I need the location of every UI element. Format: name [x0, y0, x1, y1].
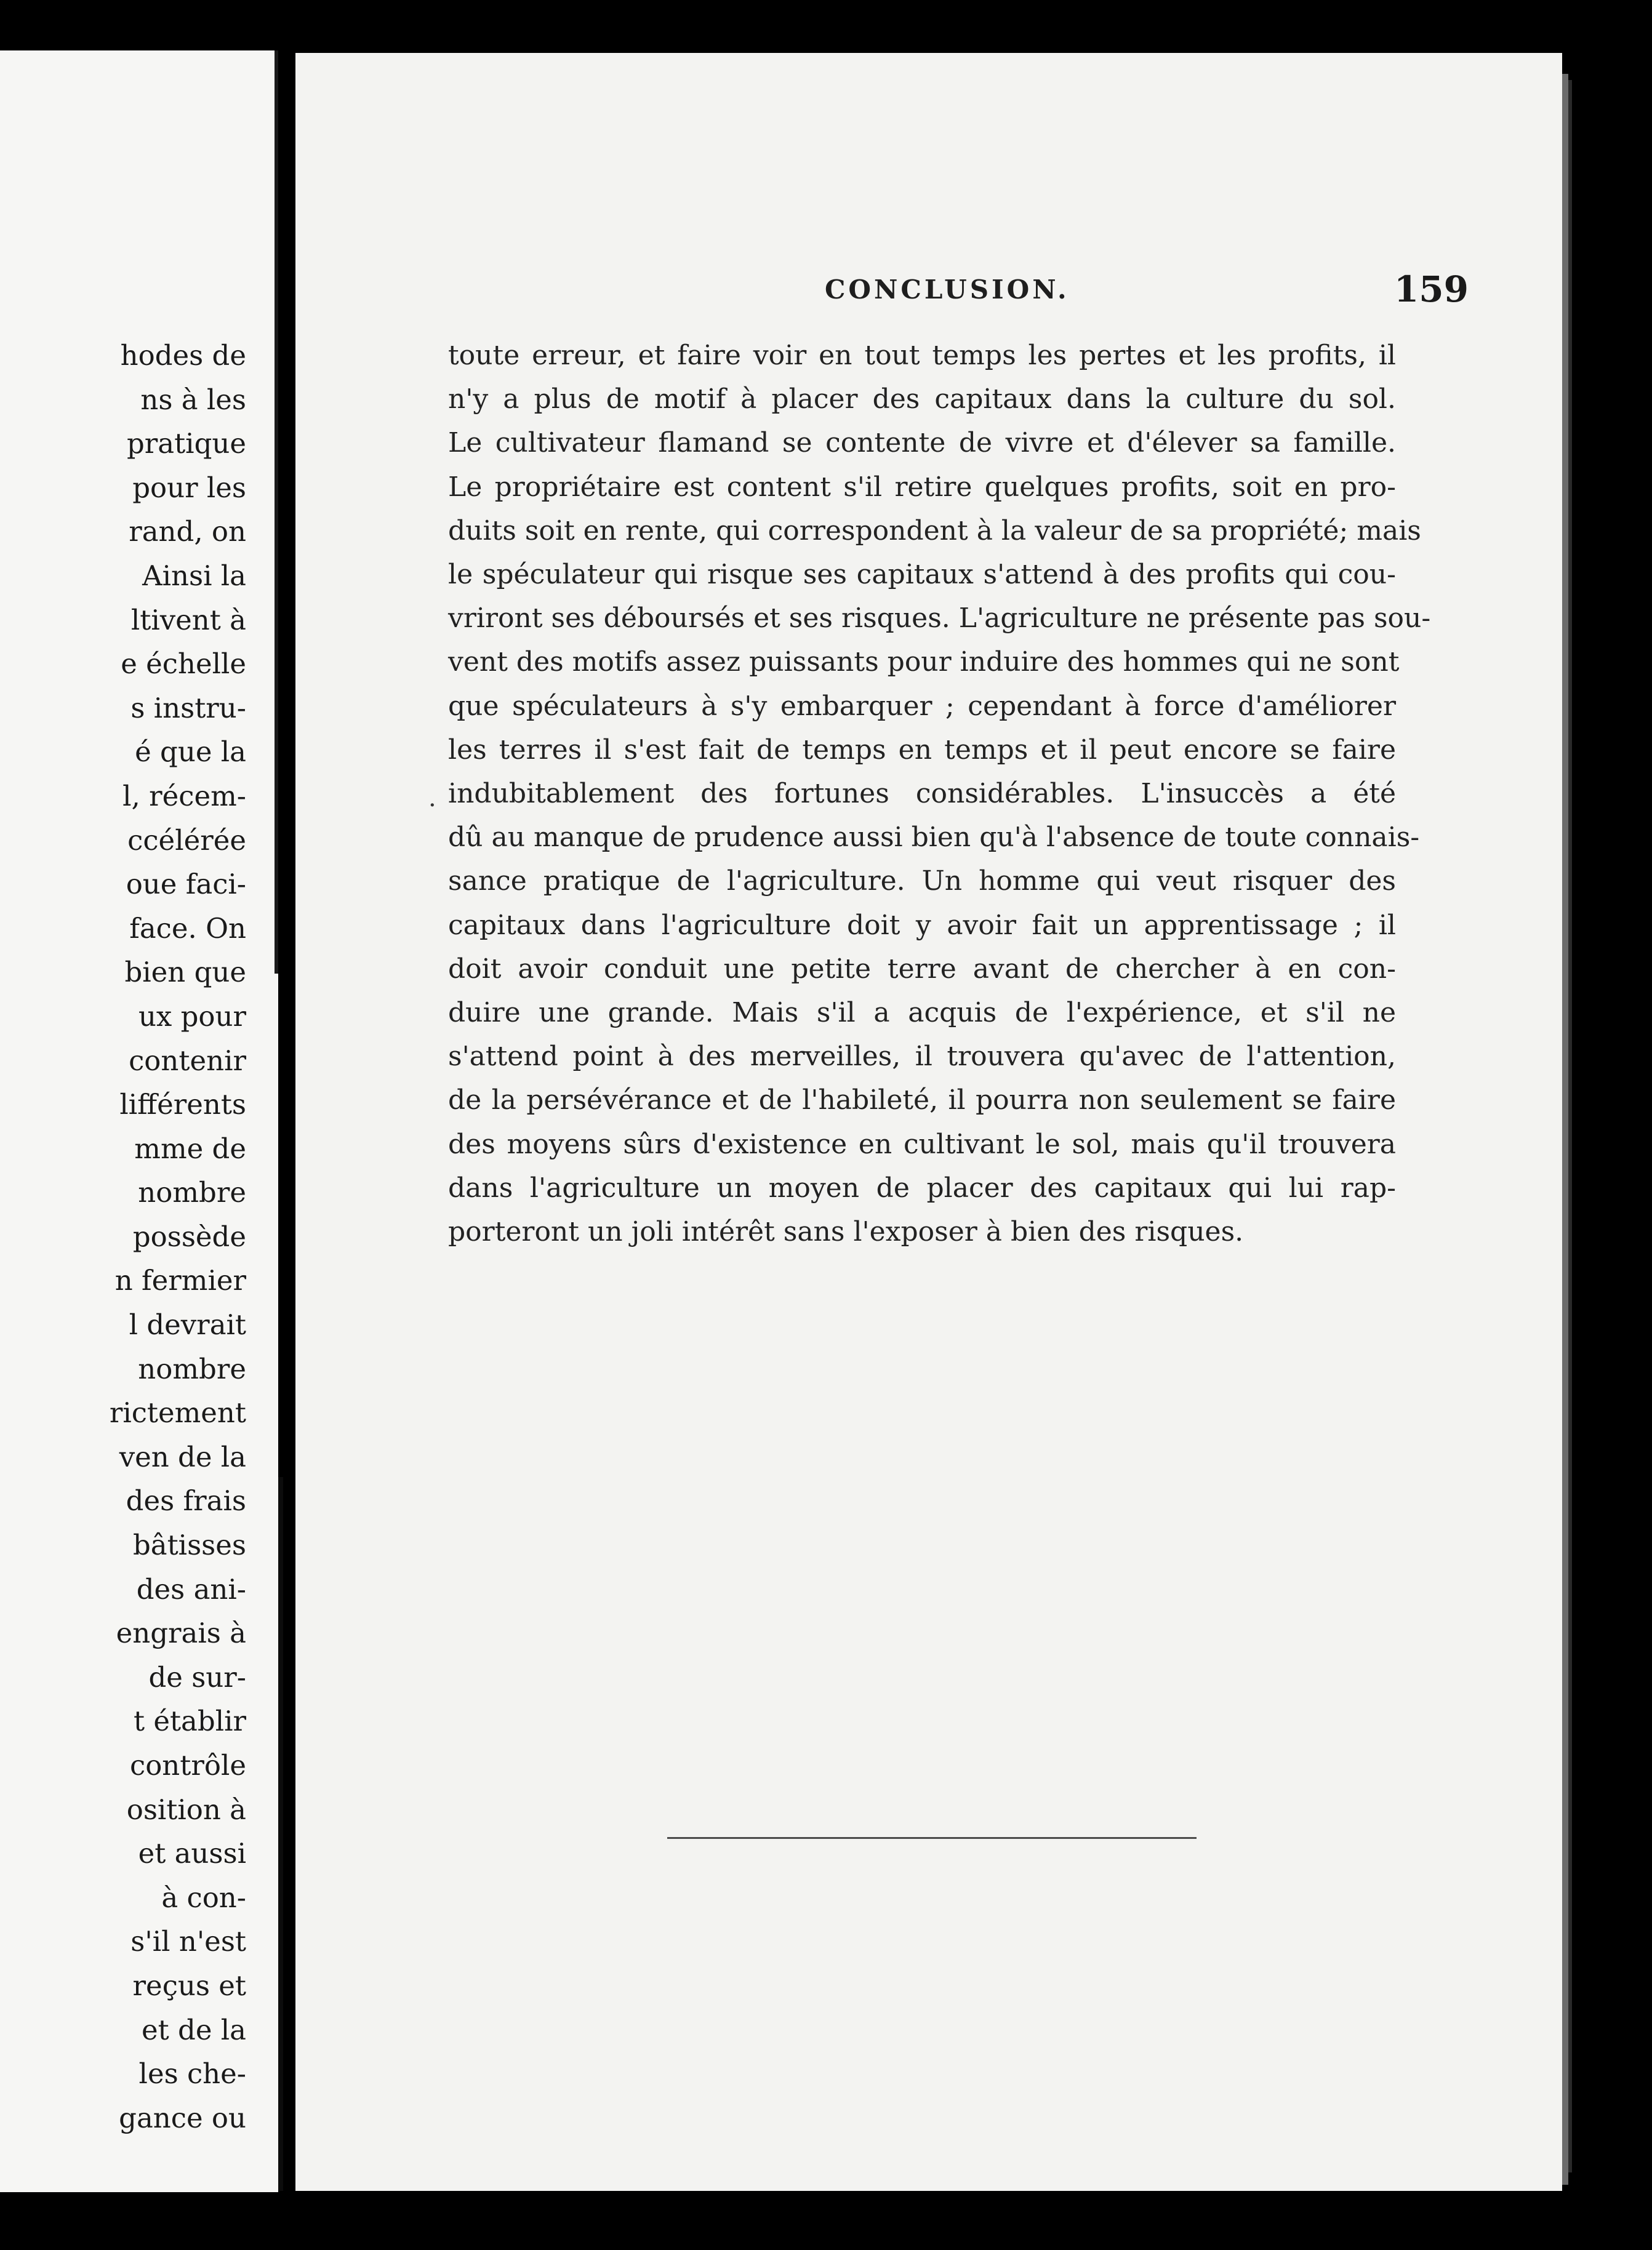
- page-number: 159: [1393, 268, 1469, 310]
- left-page-line: ven de la: [119, 1440, 246, 1473]
- end-rule: [667, 1837, 1197, 1839]
- text-line: Le cultivateur flamand se contente de vivre et d'élever sa famille.: [448, 427, 1396, 459]
- text-line: s'attend point à des merveilles, il trouvera qu'avec de l'attention,: [448, 1041, 1396, 1073]
- left-page-line: oue faci-: [126, 868, 246, 901]
- text-line: de la persévérance et de l'habileté, il pourra non seulement se faire: [448, 1084, 1396, 1116]
- left-page-line: ns à les: [140, 383, 246, 416]
- left-page-line: possède: [132, 1220, 246, 1253]
- left-page-line: hodes de: [120, 339, 246, 372]
- text-line: duits soit en rente, qui correspondent à la valeur de sa propriété; mais: [448, 514, 1421, 546]
- left-page-line: contrôle: [130, 1749, 246, 1782]
- left-page-line: bâtisses: [132, 1529, 246, 1562]
- left-page-line: e échelle: [121, 647, 246, 681]
- left-page-line: Ainsi la: [142, 559, 246, 592]
- left-page-line: nombre: [138, 1176, 246, 1209]
- left-page-line: lifférents: [119, 1088, 246, 1121]
- text-line: dû au manque de prudence aussi bien qu'à l'absence de toute connais-: [448, 822, 1420, 854]
- left-page-line: et de la: [142, 2013, 246, 2046]
- left-page-line: é que la: [135, 735, 246, 769]
- text-line: Le propriétaire est content s'il retire quelques profits, soit en pro-: [448, 471, 1396, 503]
- text-line: toute erreur, et faire voir en tout temps les pertes et les profits, il: [448, 340, 1396, 371]
- running-head: CONCLUSION.: [825, 274, 1070, 305]
- left-page-line: bien que: [124, 956, 246, 989]
- text-line: porteront un joli intérêt sans l'exposer à bien des risques.: [448, 1216, 1244, 1248]
- text-line: le spéculateur qui risque ses capitaux s'attend à des profits qui cou-: [448, 559, 1396, 591]
- left-page-line: reçus et: [132, 1969, 246, 2002]
- right-page: [295, 53, 1562, 2191]
- text-line: des moyens sûrs d'existence en cultivant le sol, mais qu'il trouvera: [448, 1128, 1396, 1160]
- left-page-line: mme de: [134, 1132, 246, 1165]
- gutter-mark-bottom: [278, 1477, 283, 2191]
- left-page-line: contenir: [129, 1044, 246, 1077]
- left-page-line: l devrait: [129, 1308, 246, 1342]
- page-edge-shadow: [1562, 74, 1568, 2185]
- body-text: [448, 334, 1431, 1254]
- left-page-line: gance ou: [119, 2101, 246, 2134]
- left-page-line: s'il n'est: [130, 1925, 246, 1958]
- text-line: les terres il s'est fait de temps en temps et il peut encore se faire: [448, 734, 1396, 766]
- left-page-line: osition à: [126, 1793, 246, 1826]
- margin-bullet: ·: [428, 791, 436, 820]
- text-line: que spéculateurs à s'y embarquer ; cependant à force d'améliorer: [448, 690, 1396, 722]
- text-line: n'y a plus de motif à placer des capitaux dans la culture du sol.: [448, 383, 1396, 415]
- text-line: dans l'agriculture un moyen de placer des capitaux qui lui rap-: [448, 1172, 1396, 1204]
- left-page-line: engrais à: [116, 1617, 246, 1650]
- text-line: sance pratique de l'agriculture. Un homme qui veut risquer des: [448, 865, 1396, 897]
- left-page-line: de sur-: [148, 1660, 246, 1694]
- left-page-line: pour les: [132, 471, 246, 504]
- text-line: vent des motifs assez puissants pour induire des hommes qui ne sont: [448, 646, 1400, 678]
- text-line: doit avoir conduit une petite terre avant de chercher à en con-: [448, 953, 1396, 985]
- left-page-line: à con-: [161, 1881, 246, 1914]
- left-page-line: ltivent à: [130, 603, 246, 636]
- left-page-line: s instru-: [130, 691, 246, 724]
- left-page-line: n fermier: [114, 1264, 246, 1297]
- text-line: duire une grande. Mais s'il a acquis de l'expérience, et s'il ne: [448, 997, 1396, 1029]
- left-page-line: t établir: [133, 1705, 246, 1738]
- left-page-line: nombre: [138, 1352, 246, 1385]
- left-page-line: rictement: [109, 1396, 246, 1430]
- left-page-line: les che-: [138, 2057, 246, 2091]
- left-page-fragment: [0, 50, 278, 2192]
- left-page-line: des ani-: [136, 1572, 246, 1606]
- left-page-line: ccélérée: [127, 823, 246, 857]
- left-page-line: rand, on: [129, 515, 246, 548]
- left-page-line: face. On: [129, 911, 246, 945]
- text-line: vriront ses déboursés et ses risques. L'agriculture ne présente pas sou-: [448, 603, 1431, 635]
- left-page-line: et aussi: [138, 1837, 246, 1870]
- text-line: indubitablement des fortunes considérables. L'insuccès a été: [448, 778, 1396, 810]
- page-edge-dark: [1568, 80, 1572, 2172]
- left-page-line: des frais: [126, 1484, 246, 1518]
- gutter-mark-top: [275, 50, 278, 974]
- text-line: capitaux dans l'agriculture doit y avoir fait un apprentissage ; il: [448, 909, 1396, 941]
- left-page-text: [110, 334, 246, 2140]
- left-page-line: ux pour: [138, 999, 246, 1033]
- left-page-line: l, récem-: [122, 779, 246, 812]
- left-page-line: pratique: [126, 427, 246, 460]
